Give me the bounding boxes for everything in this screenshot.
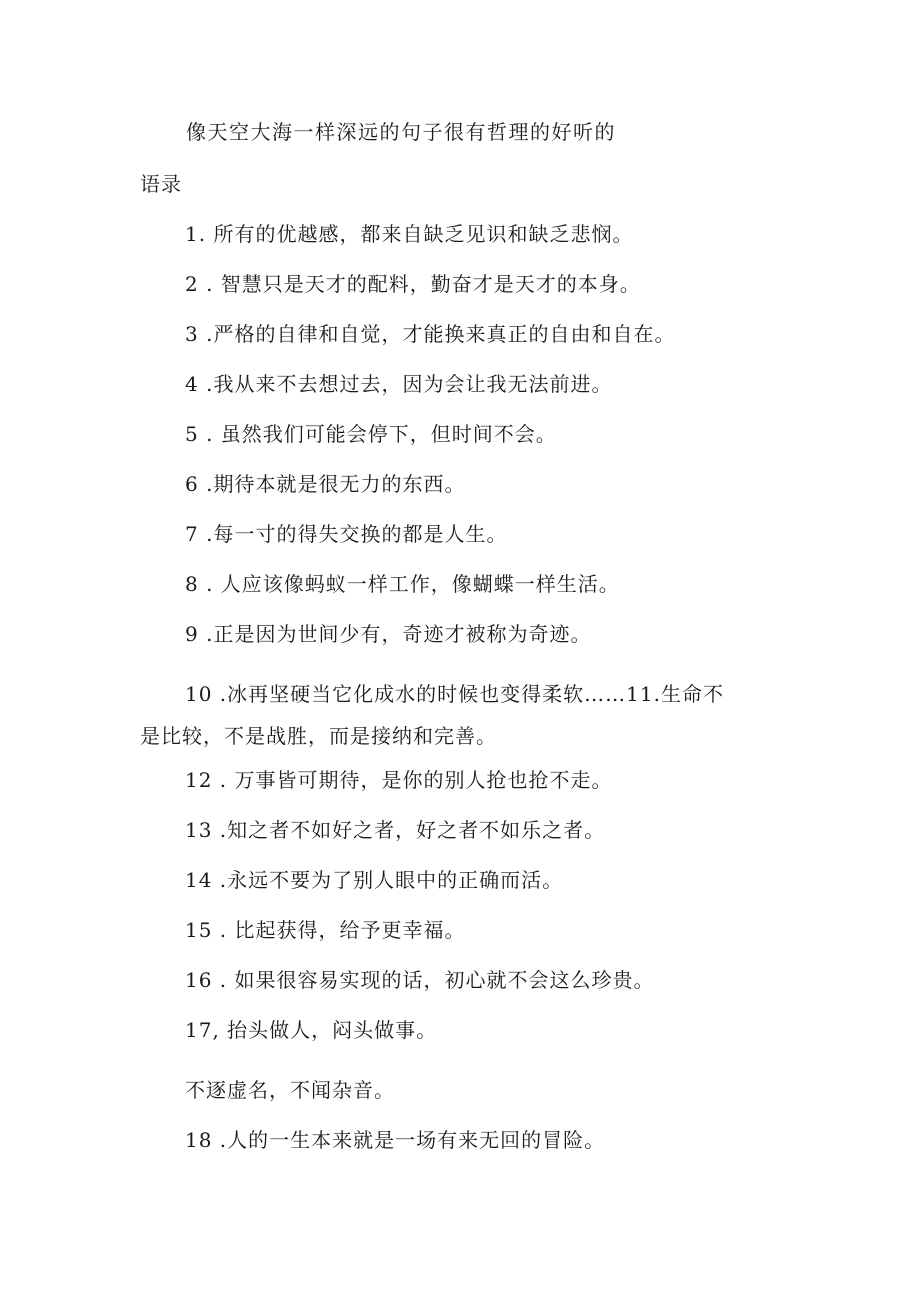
quote-8: 8 . 人应该像蚂蚁一样工作，像蝴蝶一样生活。 [185,572,620,596]
quote-10-11: 10 .冰再坚硬当它化成水的时候也变得柔软……11.生命不 [185,682,724,706]
quote-13: 13 .知之者不如好之者，好之者不如乐之者。 [185,818,606,842]
quote-4: 4 .我从来不去想过去，因为会让我无法前进。 [185,372,613,396]
quote-7: 7 .每一寸的得失交换的都是人生。 [185,522,508,546]
quote-17: 17, 抬头做人，闷头做事。 [185,1018,438,1042]
quote-3: 3 .严格的自律和自觉，才能换来真正的自由和自在。 [185,322,676,346]
quote-18: 18 .人的一生本来就是一场有来无回的冒险。 [185,1128,606,1152]
quote-2: 2 . 智慧只是天才的配料，勤奋才是天才的本身。 [185,272,641,296]
quote-16: 16 . 如果很容易实现的话，初心就不会这么珍贵。 [185,968,655,992]
quote-17-continued: 不逐虚名，不闻杂音。 [185,1078,395,1102]
quote-11-continued: 是比较，不是战胜，而是接纳和完善。 [140,724,497,748]
quote-1: 1. 所有的优越感，都来自缺乏见识和缺乏悲悯。 [185,222,634,246]
quote-15: 15 . 比起获得，给予更幸福。 [185,918,466,942]
document-title-continued: 语录 [140,172,182,196]
quote-6: 6 .期待本就是很无力的东西。 [185,472,466,496]
quote-12: 12 . 万事皆可期待，是你的别人抢也抢不走。 [185,768,613,792]
quote-14: 14 .永远不要为了别人眼中的正确而活。 [185,868,564,892]
quote-9: 9 .正是因为世间少有，奇迹才被称为奇迹。 [185,622,592,646]
quote-5: 5 . 虽然我们可能会停下，但时间不会。 [185,422,557,446]
document-title: 像天空大海一样深远的句子很有哲理的好听的 [186,120,616,144]
